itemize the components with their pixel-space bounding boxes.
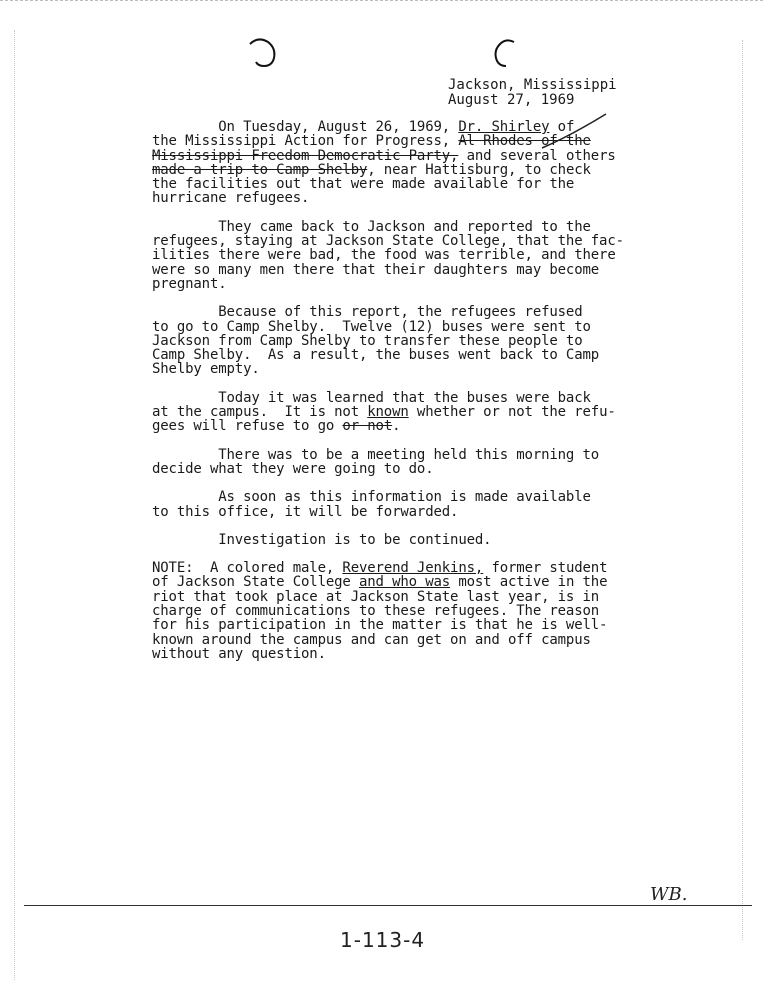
- text-segment: As soon as this information is made available: [152, 489, 591, 506]
- text-segment: Mississippi Freedom Democratic Party,: [152, 147, 459, 164]
- memo-paragraph: [152, 533, 632, 547]
- memo-line: [152, 618, 632, 632]
- left-edge-marks: [14, 30, 17, 980]
- text-segment: Investigation is to be continued.: [152, 531, 492, 548]
- text-segment: or not: [342, 418, 393, 435]
- text-segment: Today it was learned that the buses were back: [152, 389, 591, 406]
- text-segment: gees will refuse to go: [152, 418, 343, 435]
- text-segment: NOTE: A colored male,: [152, 560, 343, 577]
- text-segment: ilities there were bad, the food was terrible, and there: [152, 247, 616, 264]
- memo-line: [152, 448, 632, 462]
- text-segment: made a trip to Camp Shelby: [152, 161, 368, 178]
- text-segment: were so many men there that their daughters may become: [152, 261, 600, 278]
- text-segment: pregnant.: [152, 275, 227, 292]
- text-segment: of Jackson State College: [152, 574, 359, 591]
- text-segment: the facilities out that were made available for the: [152, 176, 575, 193]
- memo-line: [152, 647, 632, 661]
- memo-line: [152, 419, 632, 433]
- text-segment: Reverend Jenkins,: [342, 560, 484, 577]
- text-segment: hurricane refugees.: [152, 190, 310, 207]
- text-segment: the Mississippi Action for Progress,: [152, 133, 459, 150]
- top-perforation: [0, 0, 763, 7]
- text-segment: former student: [483, 560, 608, 577]
- memo-line: [152, 334, 632, 348]
- memo-line: [152, 462, 632, 476]
- text-segment: and who was: [358, 574, 451, 591]
- text-segment: at the campus. It is not: [152, 404, 368, 421]
- memo-line: [152, 391, 632, 405]
- memo-paragraph: [152, 448, 632, 477]
- text-segment: On Tuesday, August 26, 1969,: [152, 119, 459, 135]
- text-segment: Camp Shelby. As a result, the buses went back to Camp: [152, 347, 600, 364]
- memo-line: [152, 234, 632, 248]
- memo-line: [152, 320, 632, 334]
- memo-line: [152, 248, 632, 262]
- text-segment: most active in the: [450, 574, 608, 591]
- memo-line: [152, 163, 632, 177]
- memo-line: [152, 575, 632, 589]
- memo-line: [152, 177, 632, 191]
- text-segment: Because of this report, the refugees refused: [152, 304, 583, 321]
- header-location: Jackson, Mississippi: [448, 77, 617, 93]
- handwritten-file-number: 1-113-4: [340, 928, 426, 952]
- pen-strike-mark-icon: [540, 112, 610, 152]
- text-segment: whether or not the refu-: [408, 404, 616, 421]
- text-segment: to this office, it will be forwarded.: [152, 503, 459, 520]
- text-segment: decide what they were going to do.: [152, 460, 434, 477]
- text-segment: refugees, staying at Jackson State College, that the fac-: [152, 233, 624, 250]
- text-segment: to go to Camp Shelby. Twelve (12) buses were sent to: [152, 318, 591, 335]
- text-segment: .: [392, 418, 401, 435]
- punch-hole-right-icon: [484, 36, 524, 76]
- text-segment: Shelby empty.: [152, 361, 260, 378]
- right-edge-marks: [742, 40, 745, 940]
- text-segment: of: [549, 119, 575, 135]
- handwritten-initials: WB.: [650, 884, 688, 905]
- memo-line: [152, 533, 632, 547]
- memo-line: [152, 561, 632, 575]
- memo-line: [152, 362, 632, 376]
- text-segment: charge of communications to these refugees. The reason: [152, 603, 600, 620]
- memo-line: [152, 277, 632, 291]
- text-segment: Jackson from Camp Shelby to transfer these people to: [152, 332, 583, 349]
- text-segment: known: [367, 404, 409, 421]
- bottom-rule: [24, 905, 752, 906]
- header-date: August 27, 1969: [448, 92, 575, 108]
- punch-hole-left-icon: [244, 34, 284, 74]
- memo-paragraph: [152, 220, 632, 291]
- memo-line: [152, 405, 632, 419]
- memo-line: [152, 263, 632, 277]
- memo-paragraph: [152, 490, 632, 519]
- memo-line: [152, 220, 632, 234]
- text-segment: known around the campus and can get on and off campus: [152, 631, 591, 648]
- text-segment: They came back to Jackson and reported to the: [152, 218, 591, 235]
- text-segment: for his participation in the matter is that he is well-: [152, 617, 608, 634]
- memo-line: [152, 633, 632, 647]
- text-segment: and several others: [458, 147, 616, 164]
- memo-line: [152, 604, 632, 618]
- text-segment: , near Hattisburg, to check: [367, 161, 591, 178]
- text-segment: There was to be a meeting held this morning to: [152, 446, 600, 463]
- text-segment: Dr. Shirley: [458, 119, 550, 135]
- text-segment: Al Rhodes of the: [458, 133, 591, 150]
- memo-line: [152, 191, 632, 205]
- memo-body: [152, 120, 632, 675]
- memo-line: [152, 348, 632, 362]
- memo-paragraph: [152, 561, 632, 661]
- document-header: [448, 78, 617, 108]
- text-segment: without any question.: [152, 645, 326, 662]
- memo-line: [152, 590, 632, 604]
- memo-paragraph: [152, 305, 632, 376]
- memo-line: [152, 505, 632, 519]
- text-segment: riot that took place at Jackson State last year, is in: [152, 588, 600, 605]
- memo-line: [152, 490, 632, 504]
- memo-line: [152, 305, 632, 319]
- memo-paragraph: [152, 391, 632, 434]
